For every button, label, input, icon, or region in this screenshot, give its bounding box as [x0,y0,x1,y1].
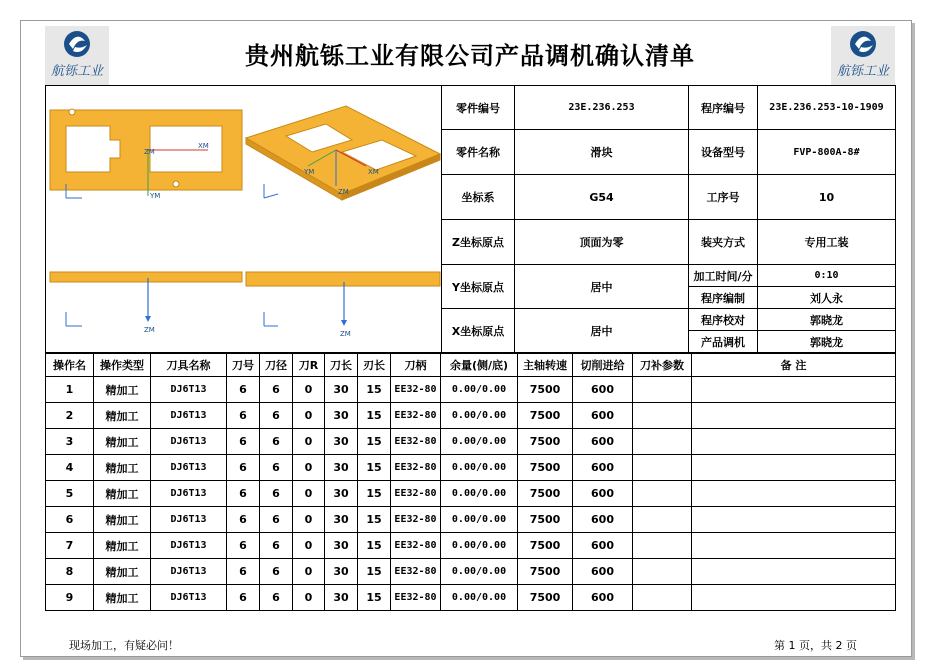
machine-label: 设备型号 [689,130,758,175]
machine-value: FVP-800A-8# [758,130,896,175]
table-cell: DJ6T13 [151,403,227,429]
table-cell: 30 [325,585,358,611]
info-row [442,309,896,331]
op-no-label: 工序号 [689,175,758,220]
coord-value: G54 [515,175,689,220]
column-header: 刀径 [260,354,293,377]
table-cell: 1 [46,377,94,403]
table-cell: 15 [358,377,391,403]
table-cell: 30 [325,481,358,507]
table-cell: 0.00/0.00 [441,403,518,429]
table-cell: 600 [573,403,633,429]
table-cell: EE32-80 [391,559,441,585]
program-no-value: 23E.236.253-10-1909 [758,86,896,130]
table-body [46,377,896,611]
table-cell: 精加工 [94,403,151,429]
table-cell: 30 [325,455,358,481]
column-header: 刀补参数 [633,354,692,377]
y-origin-label: Y坐标原点 [442,265,515,309]
table-cell: DJ6T13 [151,429,227,455]
table-cell: 2 [46,403,94,429]
part-drawing-area [45,85,441,353]
table-cell: 600 [573,507,633,533]
logo-text: 航铄工业 [50,64,103,79]
program-no-label: 程序编号 [689,86,758,130]
company-logo-icon [59,29,95,61]
table-cell: 15 [358,507,391,533]
table-cell: DJ6T13 [151,481,227,507]
table-cell: 30 [325,403,358,429]
table-cell: 6 [46,507,94,533]
table-cell: 7500 [518,377,573,403]
table-cell: 0.00/0.00 [441,507,518,533]
table-cell [633,507,692,533]
table-cell: 6 [227,455,260,481]
table-row [46,585,896,611]
table-cell: 9 [46,585,94,611]
table-cell [633,559,692,585]
company-logo-right [831,26,895,86]
document-page [20,20,912,657]
table-cell [692,507,896,533]
column-header: 切削进给 [573,354,633,377]
table-cell: 6 [227,585,260,611]
side-view [246,272,440,338]
table-cell: 0.00/0.00 [441,559,518,585]
table-cell: 0 [293,533,325,559]
info-row [442,130,896,175]
table-cell: 精加工 [94,507,151,533]
x-origin-label: X坐标原点 [442,309,515,353]
info-row [442,86,896,130]
table-cell [692,455,896,481]
table-cell: 精加工 [94,377,151,403]
table-cell: 6 [227,429,260,455]
part-no-value: 23E.236.253 [515,86,689,130]
table-cell: 6 [227,403,260,429]
table-cell: 6 [227,559,260,585]
table-cell: 8 [46,559,94,585]
table-cell: 6 [260,429,293,455]
info-row [442,265,896,287]
checker-value: 郭晓龙 [758,309,896,331]
table-cell: DJ6T13 [151,559,227,585]
table-cell [633,377,692,403]
clamp-value: 专用工装 [758,220,896,265]
checker-label: 程序校对 [689,309,758,331]
table-cell: 0 [293,455,325,481]
table-cell: 0 [293,429,325,455]
table-cell: 精加工 [94,455,151,481]
tuner-value: 郭晓龙 [758,331,896,353]
table-cell: 0 [293,507,325,533]
table-cell: 4 [46,455,94,481]
table-cell: EE32-80 [391,403,441,429]
table-cell [692,585,896,611]
tuner-label: 产品调机 [689,331,758,353]
table-cell: EE32-80 [391,585,441,611]
table-cell [692,481,896,507]
front-view [50,272,242,334]
column-header: 刀柄 [391,354,441,377]
table-row [46,403,896,429]
table-cell: EE32-80 [391,429,441,455]
table-cell: 精加工 [94,481,151,507]
table-cell: 6 [260,481,293,507]
table-row [46,455,896,481]
table-cell: 0.00/0.00 [441,481,518,507]
table-cell [633,585,692,611]
time-value: 0:10 [758,265,896,287]
programmer-label: 程序编制 [689,287,758,309]
table-header-row [46,354,896,377]
table-row [46,429,896,455]
table-row [46,481,896,507]
table-cell: 精加工 [94,429,151,455]
table-cell: 7500 [518,585,573,611]
axis-label-xm: XM [368,168,379,176]
table-cell: 0 [293,559,325,585]
part-name-value: 滑块 [515,130,689,175]
info-row [442,220,896,265]
y-origin-value: 居中 [515,265,689,309]
table-cell: 精加工 [94,533,151,559]
table-cell: 30 [325,429,358,455]
op-no-value: 10 [758,175,896,220]
table-cell: 0.00/0.00 [441,377,518,403]
table-cell: DJ6T13 [151,377,227,403]
column-header: 操作类型 [94,354,151,377]
table-cell: 30 [325,559,358,585]
footer-note: 现场加工，有疑必问！ [69,639,179,652]
axis-label-zm: ZM [144,148,155,156]
table-cell: 0.00/0.00 [441,585,518,611]
table-cell: 6 [227,377,260,403]
axis-label-zm: ZM [338,188,349,196]
part-no-label: 零件编号 [442,86,515,130]
info-section [45,85,895,353]
table-cell: 7500 [518,507,573,533]
column-header: 刀R [293,354,325,377]
table-cell [692,429,896,455]
table-cell: EE32-80 [391,507,441,533]
table-cell: 0 [293,403,325,429]
operations-table [45,353,896,611]
table-cell: 6 [260,403,293,429]
column-header: 刀具名称 [151,354,227,377]
axis-label-xm: XM [198,142,209,150]
table-cell: 精加工 [94,585,151,611]
table-cell: 0.00/0.00 [441,533,518,559]
table-cell: 600 [573,481,633,507]
table-cell: DJ6T13 [151,533,227,559]
table-cell: 600 [573,429,633,455]
table-cell: 15 [358,403,391,429]
coord-label: 坐标系 [442,175,515,220]
table-row [46,533,896,559]
axis-label-zm: ZM [144,326,155,334]
table-cell: 15 [358,455,391,481]
table-cell [633,455,692,481]
document-title: 贵州航铄工业有限公司产品调机确认清单 [245,42,695,70]
table-cell: 6 [260,455,293,481]
table-cell: 600 [573,455,633,481]
z-origin-label: Z坐标原点 [442,220,515,265]
time-label: 加工时间/分 [689,265,758,287]
table-cell: 7500 [518,533,573,559]
table-cell: EE32-80 [391,455,441,481]
table-cell: 0 [293,377,325,403]
table-cell [633,403,692,429]
table-cell: 30 [325,377,358,403]
table-cell [692,377,896,403]
table-cell: 15 [358,481,391,507]
table-cell: 6 [260,559,293,585]
table-cell: 0.00/0.00 [441,455,518,481]
table-cell [633,533,692,559]
table-cell [692,559,896,585]
table-cell: 600 [573,377,633,403]
table-row [46,377,896,403]
table-cell: 600 [573,533,633,559]
table-cell: 5 [46,481,94,507]
table-row [46,507,896,533]
top-view [50,109,242,200]
table-cell: DJ6T13 [151,585,227,611]
clamp-label: 装夹方式 [689,220,758,265]
table-cell: 600 [573,559,633,585]
table-row [46,559,896,585]
column-header: 余量(侧/底) [441,354,518,377]
table-cell: 0 [293,481,325,507]
table-cell: DJ6T13 [151,507,227,533]
table-cell: 15 [358,533,391,559]
table-cell: 7500 [518,481,573,507]
table-cell: 6 [227,481,260,507]
table-cell: 0 [293,585,325,611]
company-logo-icon [845,29,881,61]
table-cell: 15 [358,585,391,611]
table-cell: 6 [260,533,293,559]
iso-view [246,106,440,200]
table-cell [633,481,692,507]
column-header: 刀长 [325,354,358,377]
programmer-value: 刘人永 [758,287,896,309]
part-drawing [46,86,442,354]
info-row [442,175,896,220]
z-origin-value: 顶面为零 [515,220,689,265]
table-cell [633,429,692,455]
table-cell: EE32-80 [391,377,441,403]
table-cell: 15 [358,559,391,585]
table-cell: 600 [573,585,633,611]
table-cell: 30 [325,533,358,559]
table-cell: 6 [260,507,293,533]
table-cell: 0.00/0.00 [441,429,518,455]
axis-label-zm: ZM [340,330,351,338]
table-cell: 15 [358,429,391,455]
page-number: 第 1 页，共 2 页 [774,639,857,652]
table-cell: 6 [227,507,260,533]
column-header: 操作名 [46,354,94,377]
part-name-label: 零件名称 [442,130,515,175]
table-cell: 6 [260,585,293,611]
table-cell: 7500 [518,559,573,585]
table-cell [692,533,896,559]
table-cell: DJ6T13 [151,455,227,481]
table-cell: 6 [260,377,293,403]
table-cell [692,403,896,429]
table-cell: 7 [46,533,94,559]
logo-text: 航铄工业 [836,64,889,79]
column-header: 刃长 [358,354,391,377]
column-header: 主轴转速 [518,354,573,377]
axis-label-ym: YM [150,192,161,200]
column-header: 备 注 [692,354,896,377]
table-cell: 3 [46,429,94,455]
table-cell: 精加工 [94,559,151,585]
info-table [441,85,896,353]
x-origin-value: 居中 [515,309,689,353]
table-cell: 30 [325,507,358,533]
table-cell: 7500 [518,455,573,481]
column-header: 刀号 [227,354,260,377]
table-cell: EE32-80 [391,533,441,559]
table-cell: 6 [227,533,260,559]
axis-label-ym: YM [304,168,315,176]
table-cell: EE32-80 [391,481,441,507]
table-cell: 7500 [518,403,573,429]
company-logo-left [45,26,109,86]
table-cell: 7500 [518,429,573,455]
